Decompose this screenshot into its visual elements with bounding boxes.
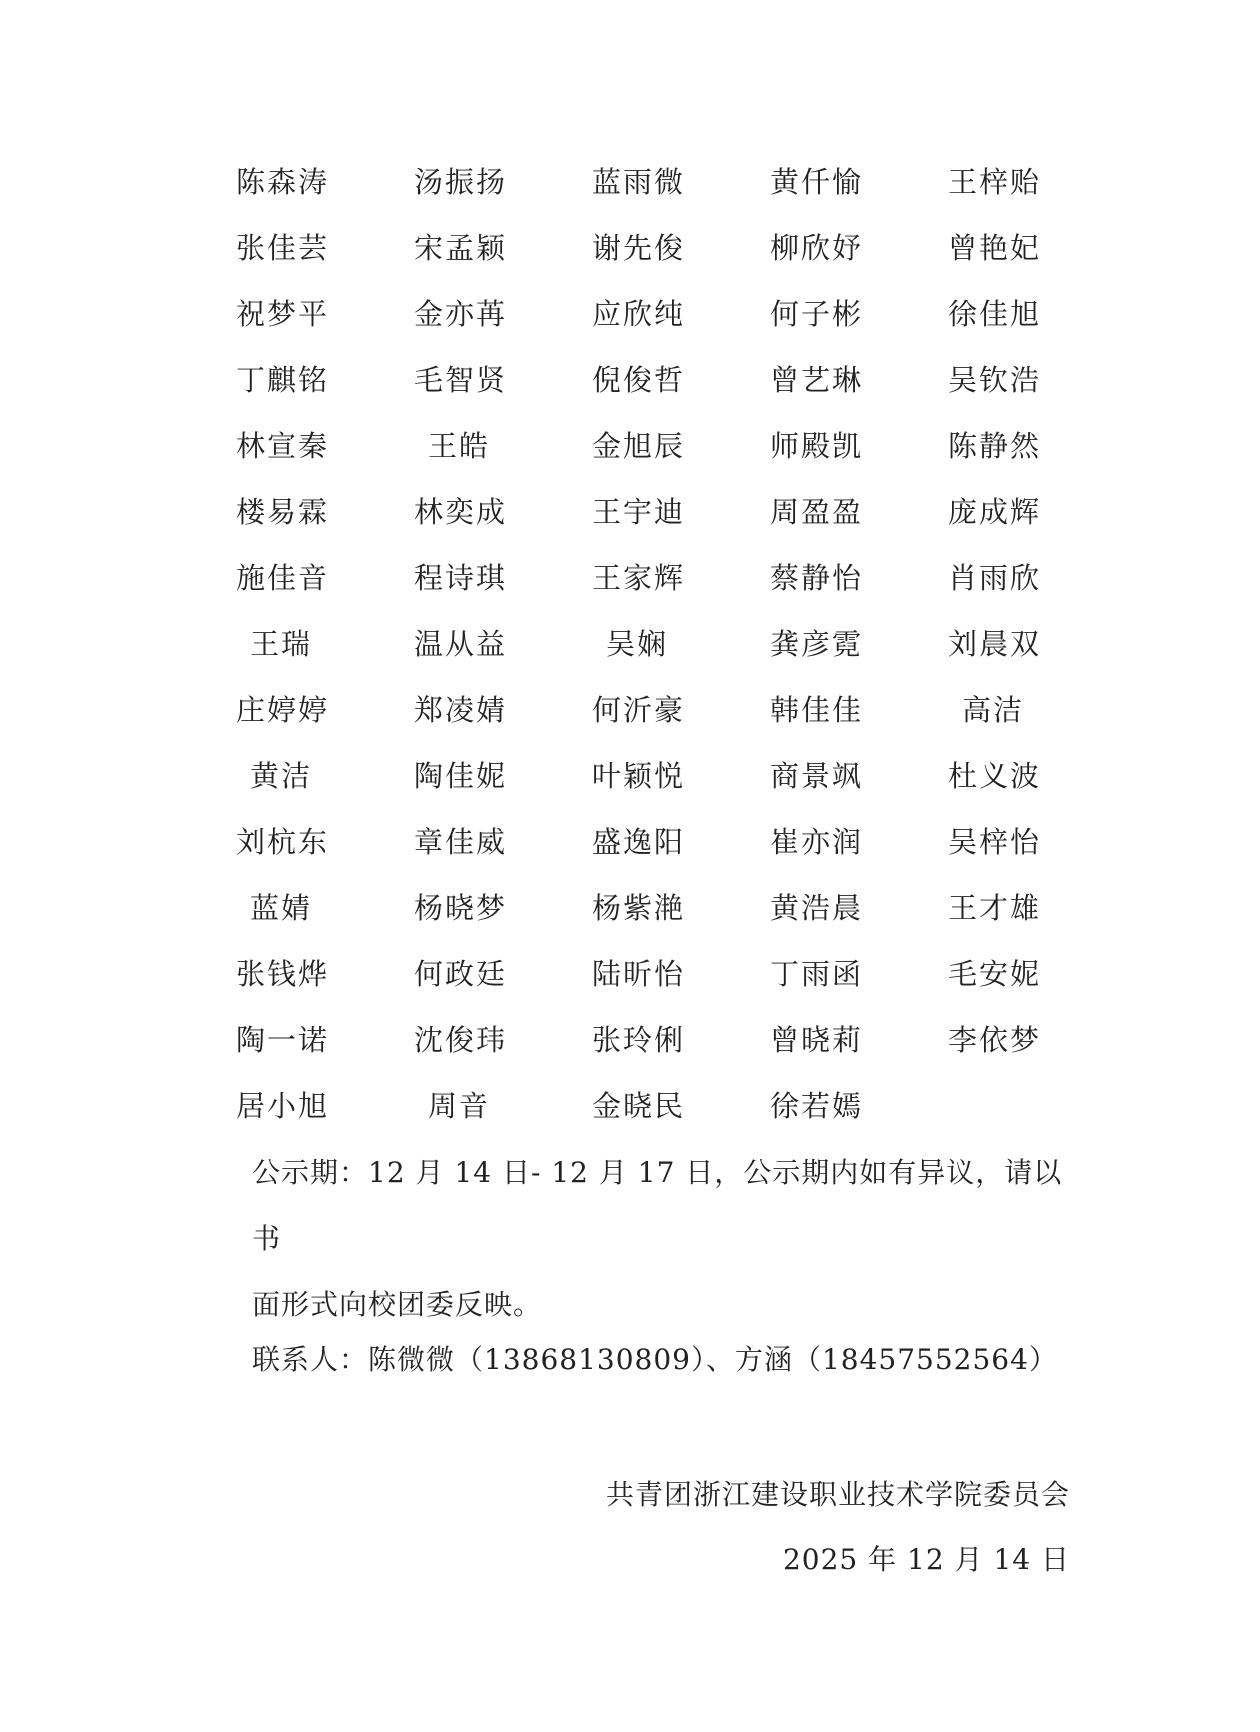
name-row <box>236 1005 1136 1071</box>
name-cell: 程诗琪 <box>414 560 508 595</box>
name-row <box>236 939 1136 1005</box>
name-row <box>236 873 1136 939</box>
name-cell: 王瑞 <box>250 626 313 661</box>
name-cell: 徐若嫣 <box>770 1088 864 1123</box>
name-cell: 王才雄 <box>948 890 1042 925</box>
name-row <box>236 609 1136 675</box>
name-cell: 肖雨欣 <box>948 560 1042 595</box>
name-cell: 杨晓梦 <box>414 890 508 925</box>
name-row <box>236 807 1136 873</box>
name-cell: 陈静然 <box>948 428 1042 463</box>
name-list <box>236 147 1136 1137</box>
name-cell: 陆昕怡 <box>592 956 686 991</box>
name-cell: 祝梦平 <box>236 296 330 331</box>
name-cell: 林宣秦 <box>236 428 330 463</box>
name-cell: 徐佳旭 <box>948 296 1042 331</box>
name-cell: 陈森涛 <box>236 164 330 199</box>
name-row <box>236 543 1136 609</box>
name-cell: 庞成辉 <box>948 494 1042 529</box>
name-cell: 师殿凯 <box>770 428 864 463</box>
name-cell: 丁麒铭 <box>236 362 330 397</box>
name-cell: 张玲俐 <box>592 1022 686 1057</box>
name-cell: 刘晨双 <box>948 626 1042 661</box>
name-cell: 杜义波 <box>948 758 1042 793</box>
name-cell: 叶颖悦 <box>592 758 686 793</box>
name-cell: 张佳芸 <box>236 230 330 265</box>
name-cell: 王宇迪 <box>592 494 686 529</box>
name-row <box>236 279 1136 345</box>
contact-line: 联系人：陈微微（13868130809）、方涵（18457552564） <box>252 1343 1058 1376</box>
name-row <box>236 1071 1136 1137</box>
name-cell: 林奕成 <box>414 494 508 529</box>
name-cell: 周盈盈 <box>770 494 864 529</box>
name-cell: 汤振扬 <box>414 164 508 199</box>
name-row <box>236 345 1136 411</box>
name-row <box>236 477 1136 543</box>
name-cell: 陶一诺 <box>236 1022 330 1057</box>
name-cell: 何政廷 <box>414 956 508 991</box>
name-cell: 应欣纯 <box>592 296 686 331</box>
name-row <box>236 411 1136 477</box>
name-cell: 何子彬 <box>770 296 864 331</box>
name-cell: 金旭辰 <box>592 428 686 463</box>
notice-line-2: 面形式向校团委反映。 <box>252 1288 543 1321</box>
notice-line-1: 公示期：12 月 14 日- 12 月 17 日，公示期内如有异议，请以书 <box>252 1156 1063 1255</box>
name-cell: 金晓民 <box>592 1088 686 1123</box>
name-cell: 吴钦浩 <box>948 362 1042 397</box>
name-cell: 曾艳妃 <box>948 230 1042 265</box>
notice-paragraph <box>252 1140 1082 1338</box>
name-cell: 金亦苒 <box>414 296 508 331</box>
name-cell: 商景飒 <box>770 758 864 793</box>
name-cell: 王梓贻 <box>948 164 1042 199</box>
name-cell: 崔亦润 <box>770 824 864 859</box>
name-cell: 黄洁 <box>250 758 313 793</box>
name-cell: 沈俊玮 <box>414 1022 508 1057</box>
signature-date: 2025 年 12 月 14 日 <box>782 1543 1070 1576</box>
name-cell: 居小旭 <box>236 1088 330 1123</box>
name-cell: 盛逸阳 <box>592 824 686 859</box>
name-cell: 吴梓怡 <box>948 824 1042 859</box>
name-cell: 蓝婧 <box>250 890 313 925</box>
name-cell: 毛安妮 <box>948 956 1042 991</box>
name-cell: 何沂豪 <box>592 692 686 727</box>
name-cell: 周音 <box>428 1088 491 1123</box>
name-cell: 陶佳妮 <box>414 758 508 793</box>
name-cell: 刘杭东 <box>236 824 330 859</box>
name-row <box>236 213 1136 279</box>
name-cell: 曾艺琳 <box>770 362 864 397</box>
name-cell: 楼易霖 <box>236 494 330 529</box>
name-row <box>236 147 1136 213</box>
name-cell: 宋孟颖 <box>414 230 508 265</box>
name-cell: 郑凌婧 <box>414 692 508 727</box>
name-cell: 黄仟愉 <box>770 164 864 199</box>
name-row <box>236 675 1136 741</box>
name-row <box>236 741 1136 807</box>
name-cell: 高洁 <box>962 692 1025 727</box>
name-cell: 蓝雨微 <box>592 164 686 199</box>
name-cell: 张钱烨 <box>236 956 330 991</box>
name-cell: 韩佳佳 <box>770 692 864 727</box>
name-cell: 温从益 <box>414 626 508 661</box>
name-cell: 蔡静怡 <box>770 560 864 595</box>
name-cell: 李依梦 <box>948 1022 1042 1057</box>
name-cell: 王皓 <box>428 428 491 463</box>
name-cell: 柳欣妤 <box>770 230 864 265</box>
name-cell: 曾晓莉 <box>770 1022 864 1057</box>
name-cell: 丁雨函 <box>770 956 864 991</box>
name-cell: 王家辉 <box>592 560 686 595</box>
name-cell: 吴娴 <box>606 626 669 661</box>
name-cell: 龚彦霓 <box>770 626 864 661</box>
name-cell: 庄婷婷 <box>236 692 330 727</box>
name-cell: 杨紫滟 <box>592 890 686 925</box>
name-cell: 毛智贤 <box>414 362 508 397</box>
name-cell: 黄浩晨 <box>770 890 864 925</box>
name-cell: 施佳音 <box>236 560 330 595</box>
organization-signature: 共青团浙江建设职业技术学院委员会 <box>605 1478 1070 1511</box>
name-cell: 倪俊哲 <box>592 362 686 397</box>
name-cell: 章佳威 <box>414 824 508 859</box>
name-cell: 谢先俊 <box>592 230 686 265</box>
